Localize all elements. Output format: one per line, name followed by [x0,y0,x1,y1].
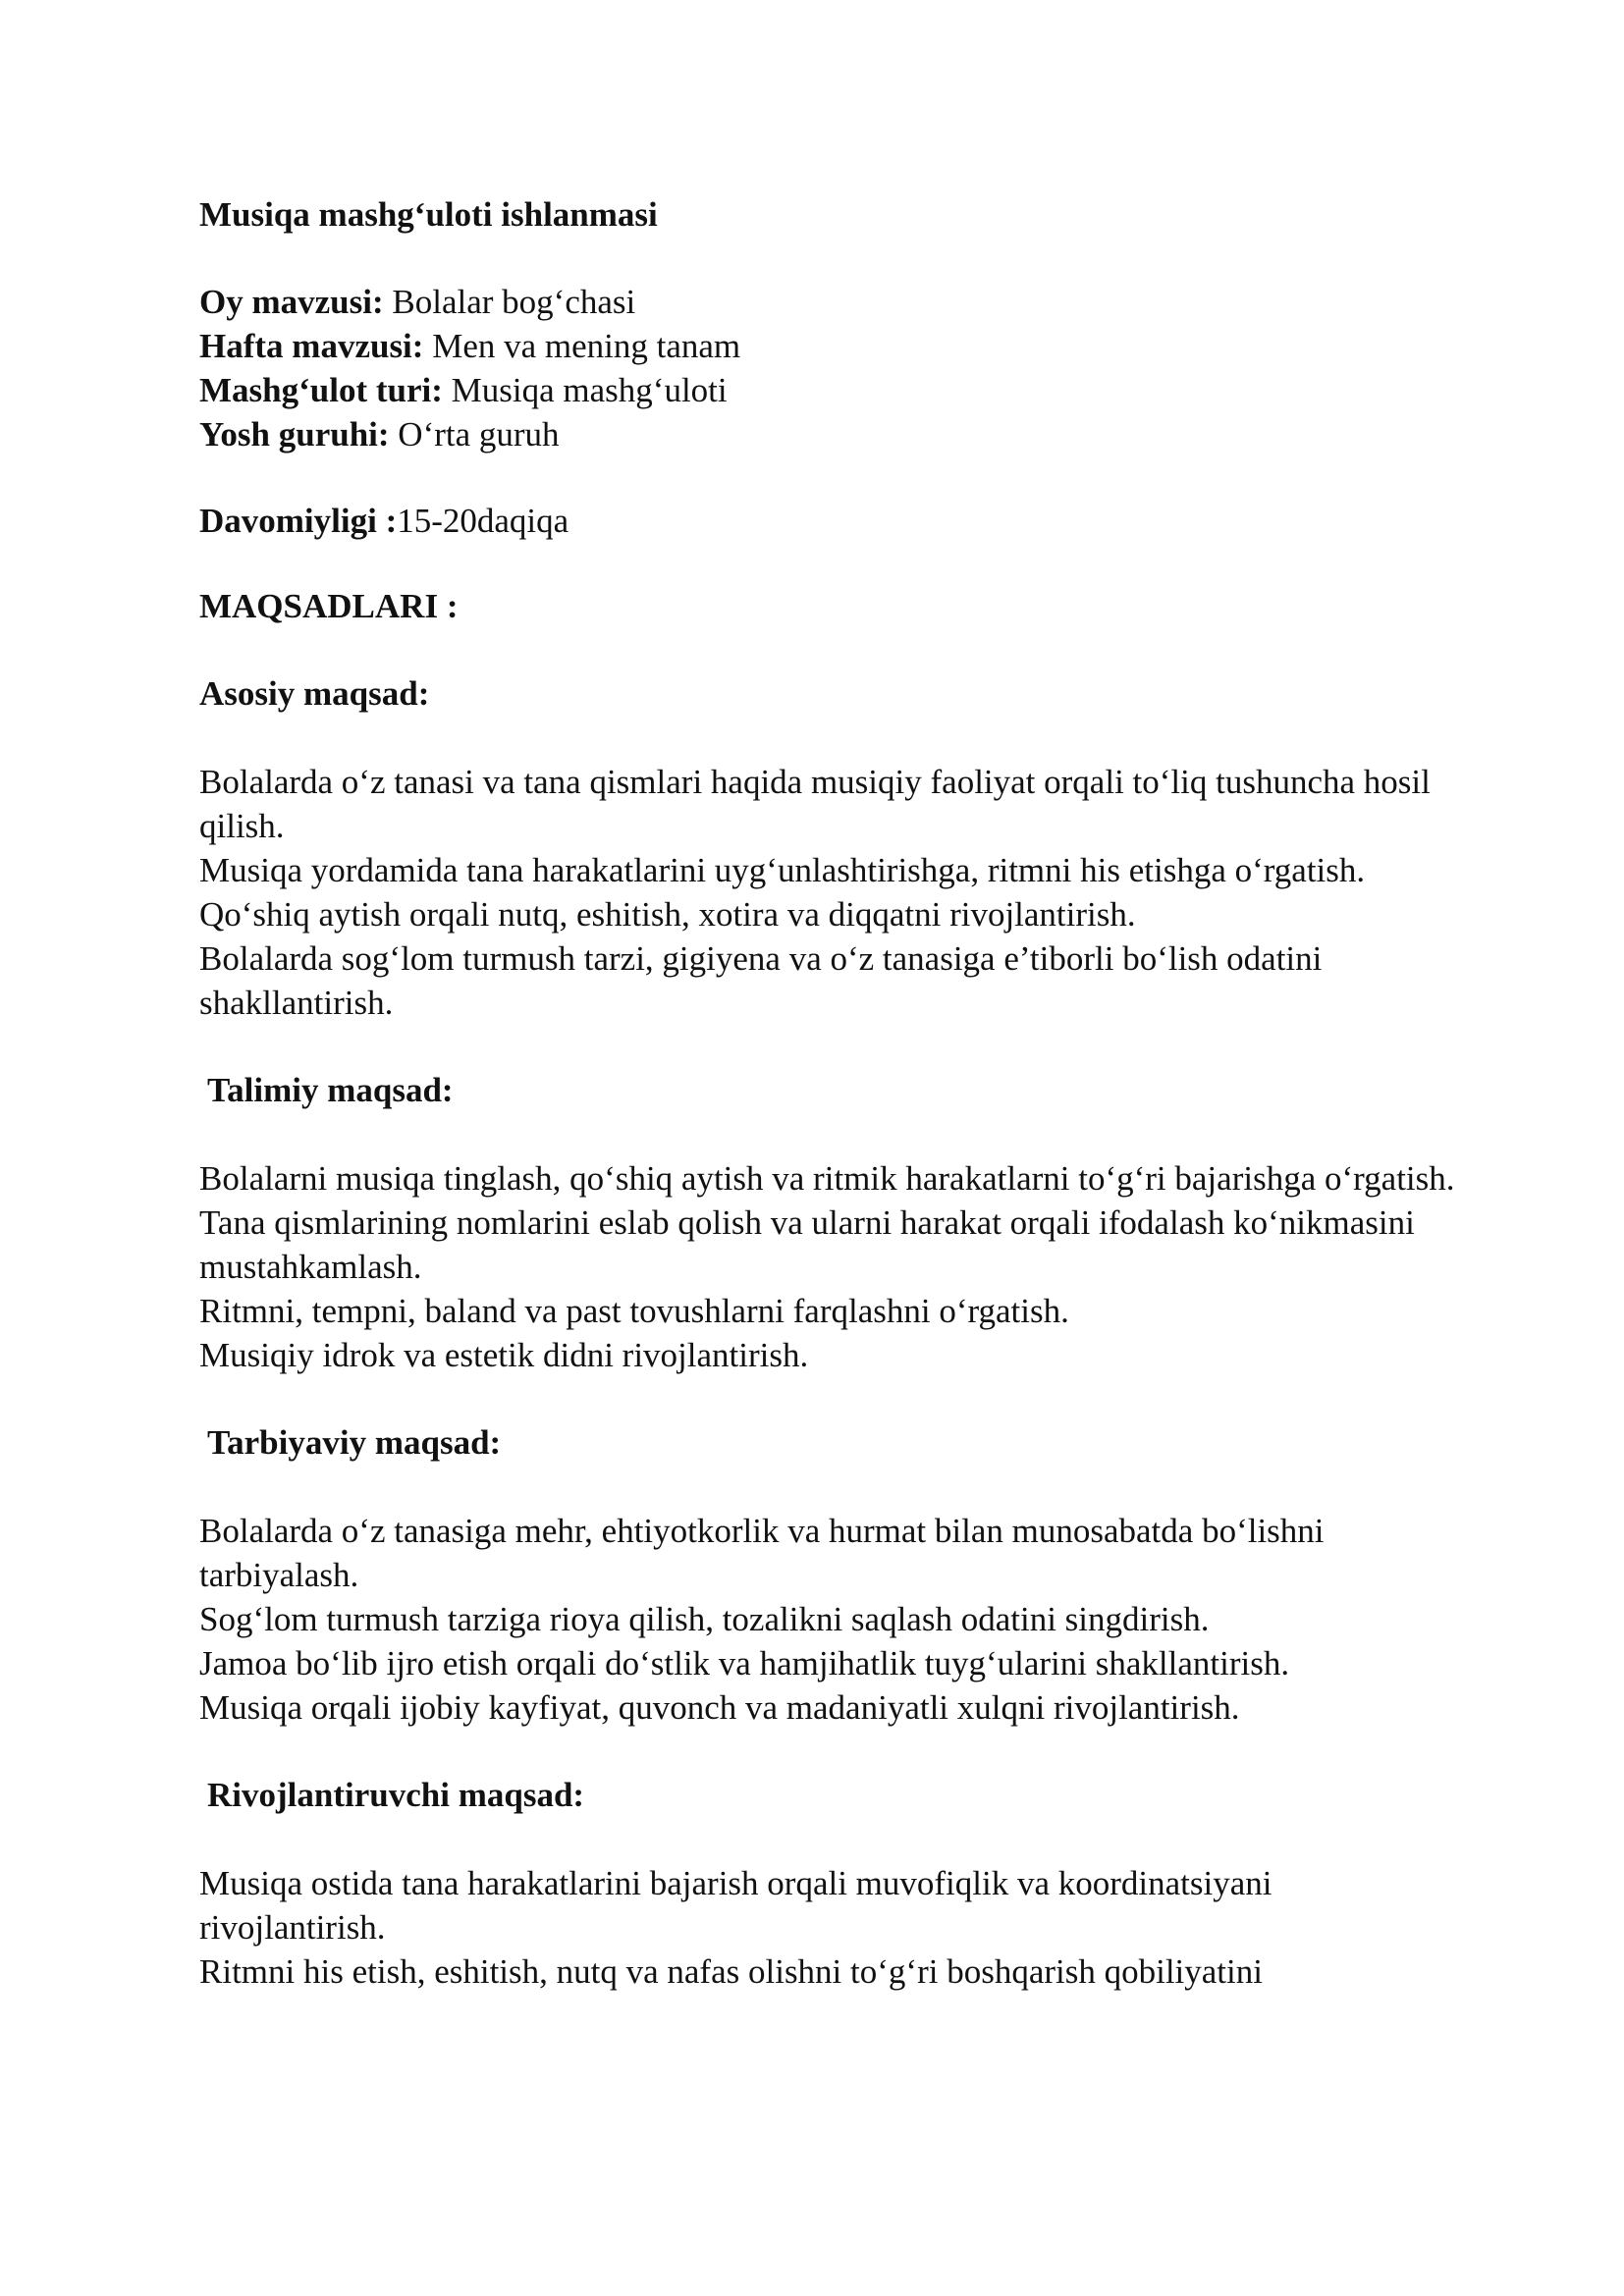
meta-lesson-type [199,368,1456,412]
meta-value: O‘rta guruh [389,415,560,454]
duration-value: 15-20daqiqa [397,502,569,540]
duration-label: Davomiyligi : [199,502,398,540]
section-heading-main-goal: Asosiy maqsad: [199,674,430,713]
section-heading-developmental-goal: Rivojlantiruvchi maqsad: [207,1776,585,1814]
duration-line [199,499,1456,543]
meta-block [199,280,1456,456]
meta-value: Men va mening tanam [423,327,741,365]
meta-value: Musiqa mashg‘uloti [442,371,728,409]
meta-value: Bolalar bog‘chasi [383,283,636,321]
meta-label: Mashg‘ulot turi: [199,371,443,409]
section-educational-goal-body [199,1156,1456,1377]
section-main-goal-body [199,760,1456,1025]
section-heading-educational-goal: Talimiy maqsad: [207,1071,454,1109]
meta-label: Oy mavzusi: [199,283,384,321]
section-developmental-goal-body [199,1861,1456,1994]
paragraph: Sog‘lom turmush tarziga rioya qilish, tozalikni saqlash odatini singdirish. [199,1600,1210,1638]
paragraph: Ritmni his etish, eshitish, nutq va nafas olishni to‘g‘ri boshqarish qobiliyatini [199,1952,1263,1991]
meta-week-topic [199,324,1456,368]
document-title: Musiqa mashg‘uloti ishlanmasi [199,195,658,234]
paragraph: Bolalarda o‘z tanasi va tana qismlari haqida musiqiy faoliyat orqali to‘liq tushuncha hosil qilish. [199,763,1431,845]
paragraph: Ritmni, tempni, baland va past tovushlarni farqlashni o‘rgatish. [199,1292,1069,1330]
paragraph: Musiqa orqali ijobiy kayfiyat, quvonch va madaniyatli xulqni rivojlantirish. [199,1688,1240,1727]
paragraph: Jamoa bo‘lib ijro etish orqali do‘stlik va hamjihatlik tuyg‘ularini shakllantirish. [199,1644,1290,1682]
meta-label: Hafta mavzusi: [199,327,424,365]
paragraph: Musiqiy idrok va estetik didni rivojlantirish. [199,1336,809,1374]
paragraph: Bolalarni musiqa tinglash, qo‘shiq aytish va ritmik harakatlarni to‘g‘ri bajarishga o‘rgatish. [199,1159,1455,1198]
meta-age-group [199,412,1456,456]
document-page [199,192,1456,2037]
meta-month-topic [199,280,1456,324]
meta-label: Yosh guruhi: [199,415,390,454]
paragraph: Musiqa ostida tana harakatlarini bajarish orqali muvofiqlik va koordinatsiyani rivojlantirish. [199,1864,1272,1947]
section-heading-upbringing-goal: Tarbiyaviy maqsad: [207,1423,502,1462]
paragraph: Bolalarda sog‘lom turmush tarzi, gigiyena va o‘z tanasiga e’tiborli bo‘lish odatini shakllantirish. [199,939,1323,1022]
paragraph: Bolalarda o‘z tanasiga mehr, ehtiyotkorlik va hurmat bilan munosabatda bo‘lishni tarbiyalash. [199,1512,1325,1594]
paragraph: Tana qismlarining nomlarini eslab qolish va ularni harakat orqali ifodalash ko‘nikmasini mustahkamlash. [199,1203,1415,1286]
paragraph: Musiqa yordamida tana harakatlarini uyg‘unlashtirishga, ritmni his etishga o‘rgatish. [199,851,1366,889]
section-upbringing-goal-body [199,1509,1456,1730]
goals-heading: MAQSADLARI : [199,587,459,625]
paragraph: Qo‘shiq aytish orqali nutq, eshitish, xotira va diqqatni rivojlantirish. [199,895,1136,934]
